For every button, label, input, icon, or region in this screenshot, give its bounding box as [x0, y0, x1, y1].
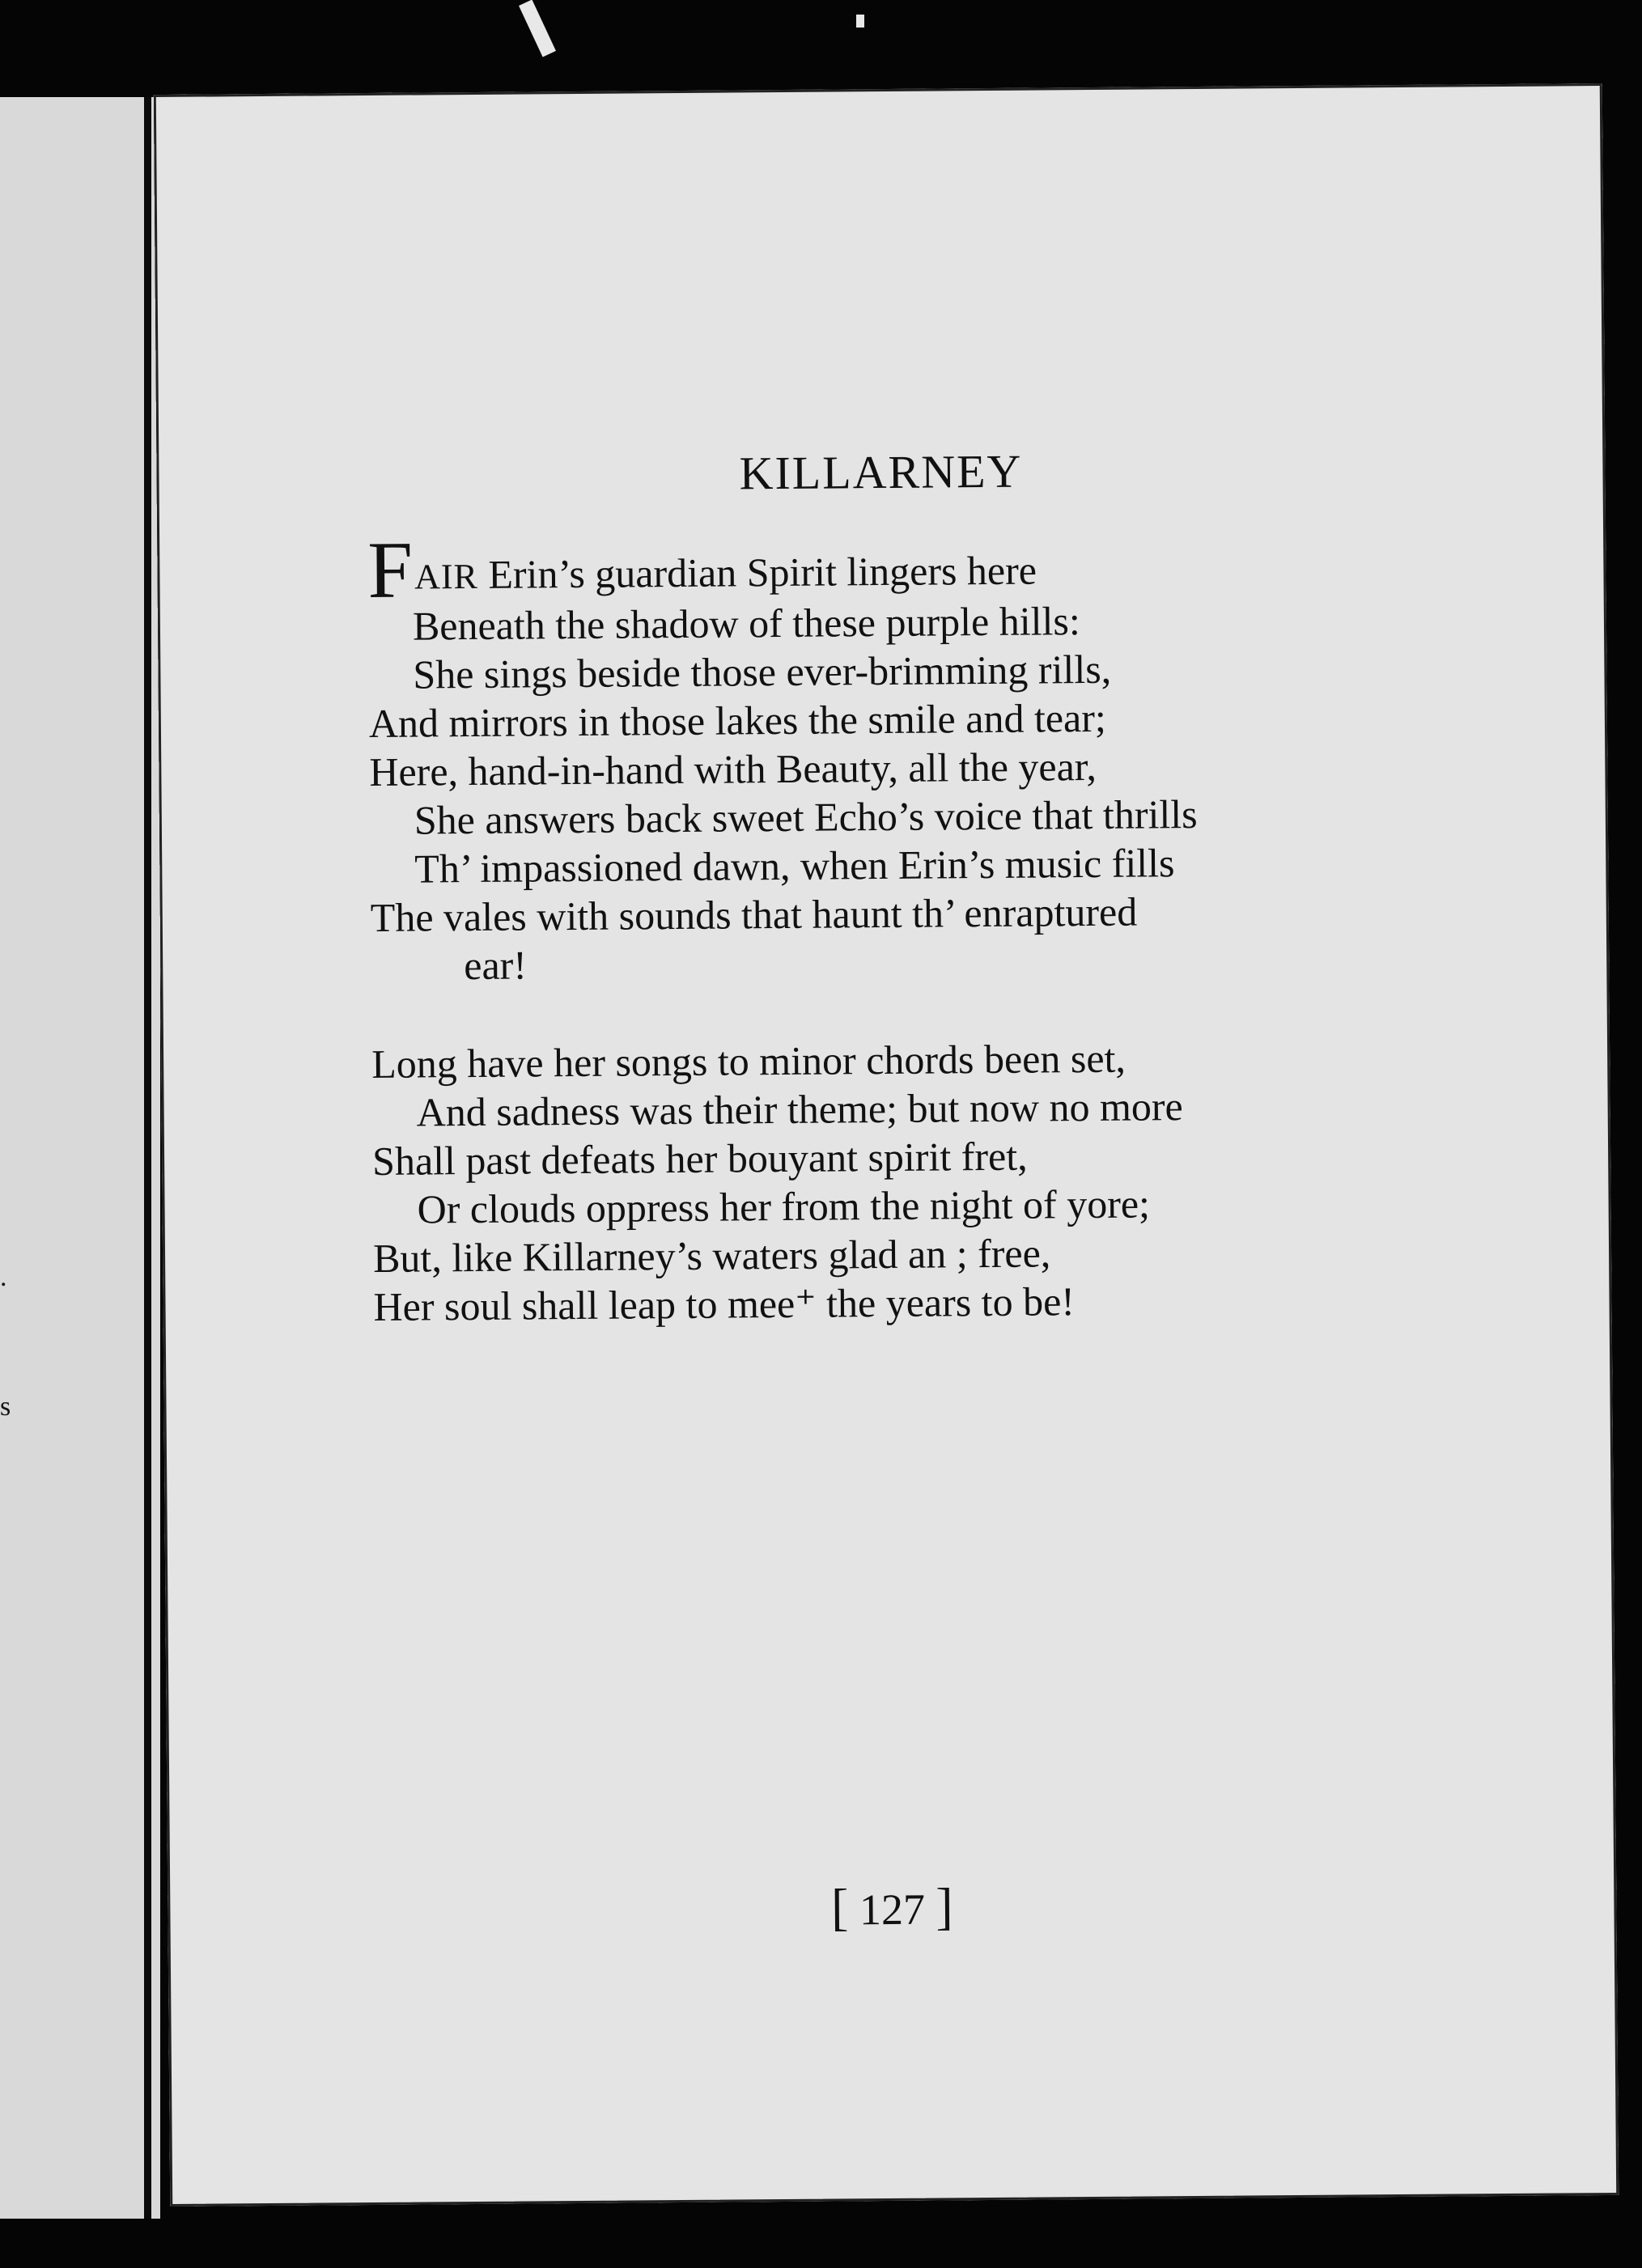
- stanza-1: [367, 524, 1423, 990]
- poem-line: And sadness was their theme; but now no more: [416, 1083, 1183, 1135]
- page-number-close-bracket: ]: [936, 1877, 953, 1935]
- scan-artifact: [519, 0, 556, 57]
- poem-line-text: Erin’s guardian Spirit lingers here: [477, 547, 1037, 597]
- poem-line: Here, hand-in-hand with Beauty, all the year,: [369, 743, 1097, 795]
- drop-cap: F: [367, 524, 414, 616]
- facing-page-fragment: s: [0, 1392, 11, 1422]
- page-number-open-bracket: [: [830, 1878, 849, 1936]
- poem-line: Th’ impassioned dawn, when Erin’s music fills: [414, 840, 1175, 892]
- poem-line: [367, 524, 1420, 616]
- small-caps-word: AIR: [414, 556, 479, 597]
- poem-line: ear!: [464, 942, 528, 989]
- poem-line: The vales with sounds that haunt th’ enraptured: [370, 888, 1138, 940]
- page-number-value: 127: [859, 1884, 926, 1935]
- poem-line: She sings beside those ever-brimming rills,: [413, 646, 1112, 697]
- stanza-2: [371, 1032, 1426, 1331]
- facing-page-edge: [0, 97, 144, 2219]
- poem-line: She answers back sweet Echo’s voice that thrills: [414, 791, 1198, 843]
- poem-line: But, like Killarney’s waters glad an ; free,: [372, 1230, 1051, 1281]
- poem-line: Or clouds oppress her from the night of yore;: [417, 1181, 1151, 1232]
- book-page: [154, 83, 1619, 2207]
- poem-line: Shall past defeats her bouyant spirit fret,: [371, 1133, 1028, 1184]
- poem-line: Long have her songs to minor chords been set,: [371, 1035, 1126, 1087]
- poem-line: Her soul shall leap to mee⁺ the years to be!: [373, 1278, 1076, 1329]
- page-number: [168, 1872, 1617, 1943]
- poem-title: KILLARNEY: [739, 444, 1023, 500]
- facing-page-fragment: .: [0, 1262, 7, 1292]
- poem-line: Beneath the shadow of these purple hills:: [412, 598, 1080, 649]
- poem-line: And mirrors in those lakes the smile and tear;: [368, 694, 1106, 747]
- scan-artifact: [856, 15, 864, 28]
